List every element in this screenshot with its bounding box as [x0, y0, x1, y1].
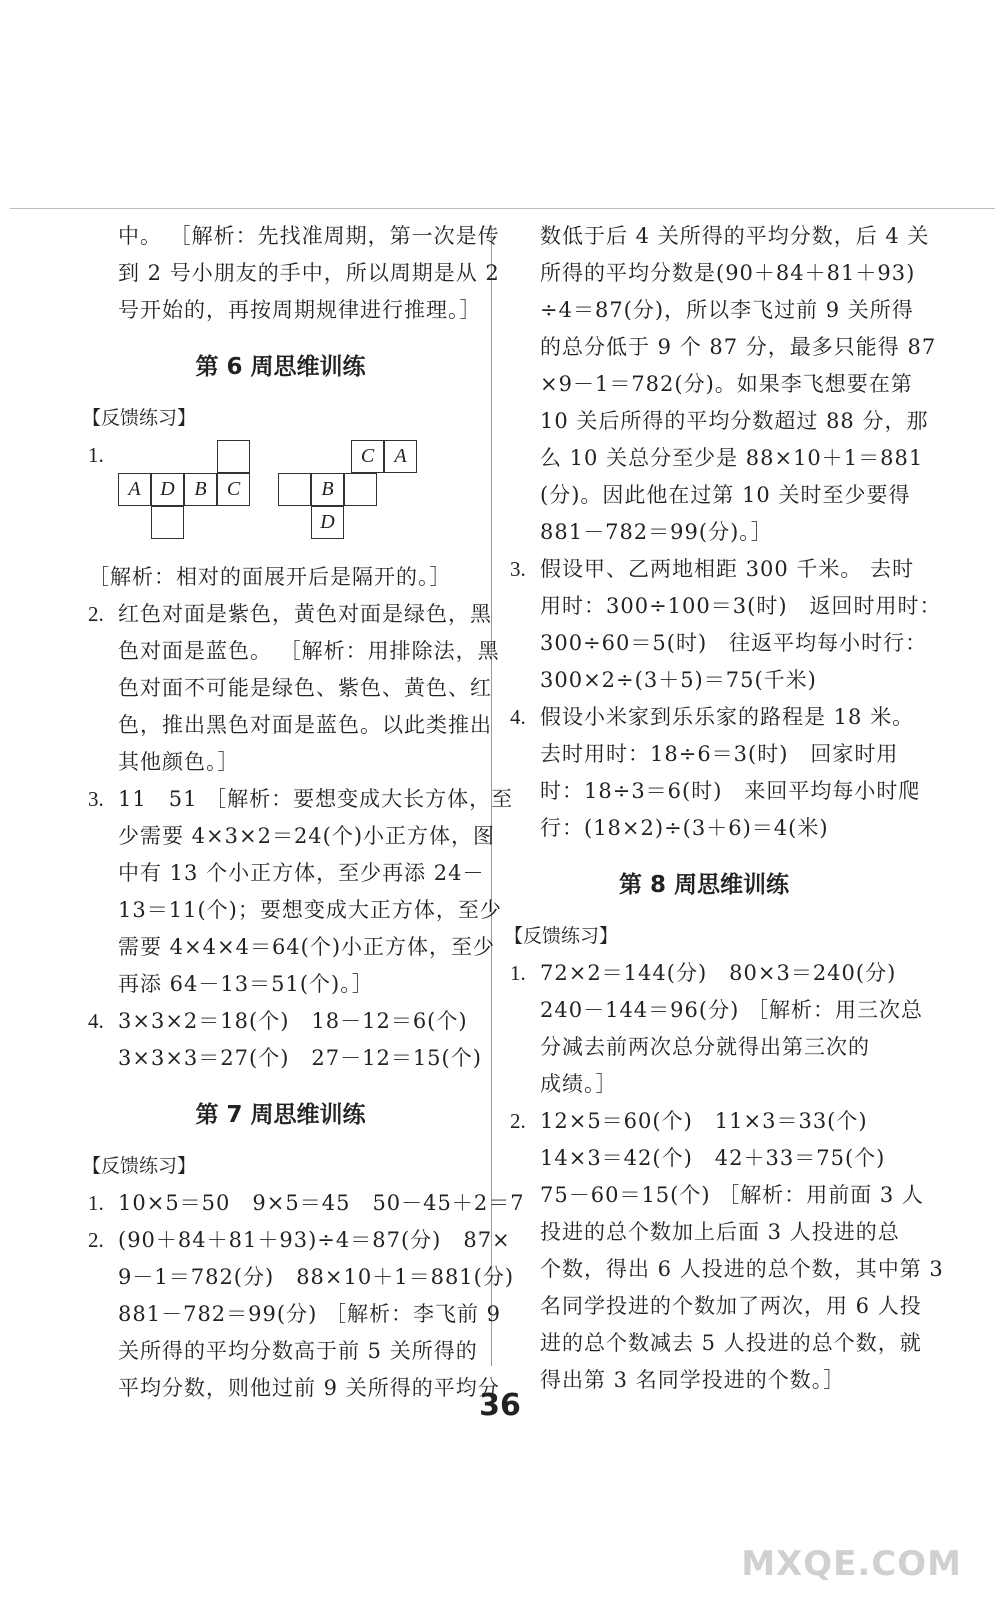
question-number: 3.: [510, 557, 526, 581]
text-line: 300÷60＝5(时) 往返平均每小时行：: [540, 631, 928, 655]
question-3: [510, 551, 942, 699]
net-cell: C: [351, 440, 384, 473]
text-line: 再添 64－13＝51(个)。］: [118, 972, 374, 996]
section-title-week6: 第 6 周思维训练: [195, 354, 366, 380]
text-line: 12×5＝60(个) 11×3＝33(个): [540, 1109, 868, 1133]
net-cell-empty: [278, 473, 311, 506]
net-cell: B: [184, 473, 217, 506]
question-number: 4.: [510, 705, 526, 729]
text-line: 号开始的，再按周期规律进行推理。］: [118, 298, 482, 322]
net-cell: A: [118, 473, 151, 506]
net-cell-empty: [344, 473, 377, 506]
text-line: 假设小米家到乐乐家的路程是 18 米。: [540, 705, 915, 729]
text-line: 进的总个数减去 5 人投进的总个数，就: [540, 1331, 922, 1355]
question-number: 3.: [88, 787, 104, 811]
page-number: 36: [479, 1388, 521, 1423]
text-line: 881－782＝99(分)。］: [540, 520, 773, 544]
watermark-text: MXQE.COM: [741, 1544, 962, 1584]
text-line: 么 10 关总分至少是 88×10＋1＝881: [540, 446, 924, 470]
text-line: 13＝11(个)；要想变成大正方体，至少: [118, 898, 502, 922]
text-line: 用时：300÷100＝3(时) 返回时用时：: [540, 594, 942, 618]
text-line: 色对面不可能是绿色、紫色、黄色、红: [118, 676, 492, 700]
net-cell: C: [217, 473, 250, 506]
watermark-logo: [741, 1490, 980, 1590]
question-4: [88, 1003, 482, 1077]
text-line: ÷4＝87(分)，所以李飞过前 9 关所得: [540, 298, 914, 322]
net-cell-empty: [151, 506, 184, 539]
text-line: 240－144＝96(分) ［解析：用三次总: [540, 998, 923, 1022]
text-line: 假设甲、乙两地相距 300 千米。 去时: [540, 557, 915, 581]
question-number: 4.: [88, 1009, 104, 1033]
text-line: 行：(18×2)÷(3＋6)＝4(米): [540, 816, 829, 840]
text-line: ×9－1＝782(分)。如果李飞想要在第: [540, 372, 913, 396]
text-line: 平均分数，则他过前 9 关所得的平均分: [118, 1376, 500, 1400]
text-line: 其他颜色。］: [118, 750, 240, 774]
question-1: [88, 1185, 525, 1222]
text-line: 14×3＝42(个) 42＋33＝75(个): [540, 1146, 886, 1170]
text-line: (90＋84＋81＋93)÷4＝87(分) 87×: [118, 1228, 511, 1252]
feedback-tag: 【反馈练习】: [82, 1155, 197, 1177]
net-cell: A: [384, 440, 417, 473]
text-line: 中。 ［解析：先找准周期，第一次是传: [118, 224, 500, 248]
text-line: 去时用时：18÷6＝3(时) 回家时用: [540, 742, 899, 766]
question-2: [88, 596, 500, 781]
question-2: [88, 1222, 515, 1407]
text-line: 3×3×2＝18(个) 18－12＝6(个): [118, 1009, 468, 1033]
net-cell: D: [151, 473, 184, 506]
text-line: (分)。因此他在过第 10 关时至少要得: [540, 483, 911, 507]
text-line: 10 关后所得的平均分数超过 88 分，那: [540, 409, 929, 433]
intro-block: [88, 218, 500, 329]
continuation-block: [510, 218, 937, 551]
text-line: 数低于后 4 关所得的平均分数，后 4 关: [540, 224, 930, 248]
section-title-week8: 第 8 周思维训练: [618, 872, 790, 898]
text-line: 所得的平均分数是(90＋84＋81＋93): [540, 261, 916, 285]
question-number: 1.: [88, 443, 104, 467]
text-line: ［解析：相对的面展开后是隔开的。］: [88, 565, 452, 589]
feedback-tag: 【反馈练习】: [504, 925, 619, 947]
cube-nets-figure: [118, 437, 473, 559]
text-line: 881－782＝99(分) ［解析：李飞前 9: [118, 1302, 501, 1326]
question-2: [510, 1103, 944, 1399]
text-line: 得出第 3 名同学投进的个数。］: [540, 1368, 846, 1392]
text-line: 分减去前两次总分就得出第三次的: [540, 1035, 870, 1059]
text-line: 名同学投进的个数加了两次，用 6 人投: [540, 1294, 922, 1318]
text-line: 少需要 4×3×2＝24(个)小正方体，图: [118, 824, 496, 848]
text-line: 11 51 ［解析：要想变成大长方体，至: [118, 787, 514, 811]
text-line: 关所得的平均分数高于前 5 关所得的: [118, 1339, 478, 1363]
question-number: 1.: [88, 1191, 104, 1215]
net-cell: D: [311, 506, 344, 539]
question-number: 2.: [88, 1228, 104, 1252]
text-line: 个数，得出 6 人投进的总个数，其中第 3: [540, 1257, 944, 1281]
question-number: 1.: [510, 961, 526, 985]
net-cell-empty: [217, 440, 250, 473]
text-line: 需要 4×4×4＝64(个)小正方体，至少: [118, 935, 496, 959]
top-rule: [10, 208, 995, 209]
text-line: 的总分低于 9 个 87 分，最多只能得 87: [540, 335, 937, 359]
text-line: 色对面是蓝色。 ［解析：用排除法，黑: [118, 639, 500, 663]
text-line: 72×2＝144(分) 80×3＝240(分): [540, 961, 897, 985]
text-line: 75－60＝15(个) ［解析：用前面 3 人: [540, 1183, 924, 1207]
net-cell: B: [311, 473, 344, 506]
feedback-tag: 【反馈练习】: [82, 407, 197, 429]
text-line: 到 2 号小朋友的手中，所以周期是从 2: [118, 261, 500, 285]
question-number: 2.: [88, 602, 104, 626]
text-line: 9－1＝782(分) 88×10＋1＝881(分): [118, 1265, 515, 1289]
question-3: [88, 781, 514, 1003]
text-line: 时：18÷3＝6(时) 来回平均每小时爬: [540, 779, 921, 803]
text-line: 3×3×3＝27(个) 27－12＝15(个): [118, 1046, 482, 1070]
text-line: 300×2÷(3＋5)＝75(千米): [540, 668, 817, 692]
question-1: [88, 437, 473, 559]
question-1: [510, 955, 923, 1103]
text-line: 色，推出黑色对面是蓝色。以此类推出: [118, 713, 492, 737]
text-line: 10×5＝50 9×5＝45 50－45＋2＝7: [118, 1191, 525, 1215]
question-number: 2.: [510, 1109, 526, 1133]
text-line: 中有 13 个小正方体，至少再添 24－: [118, 861, 485, 885]
text-line: 红色对面是紫色，黄色对面是绿色，黑: [118, 602, 492, 626]
question-4: [510, 699, 921, 847]
text-line: 成绩。］: [540, 1072, 618, 1096]
section-title-week7: 第 7 周思维训练: [195, 1102, 366, 1128]
text-line: 投进的总个数加上后面 3 人投进的总: [540, 1220, 900, 1244]
right-column: [504, 218, 944, 1399]
